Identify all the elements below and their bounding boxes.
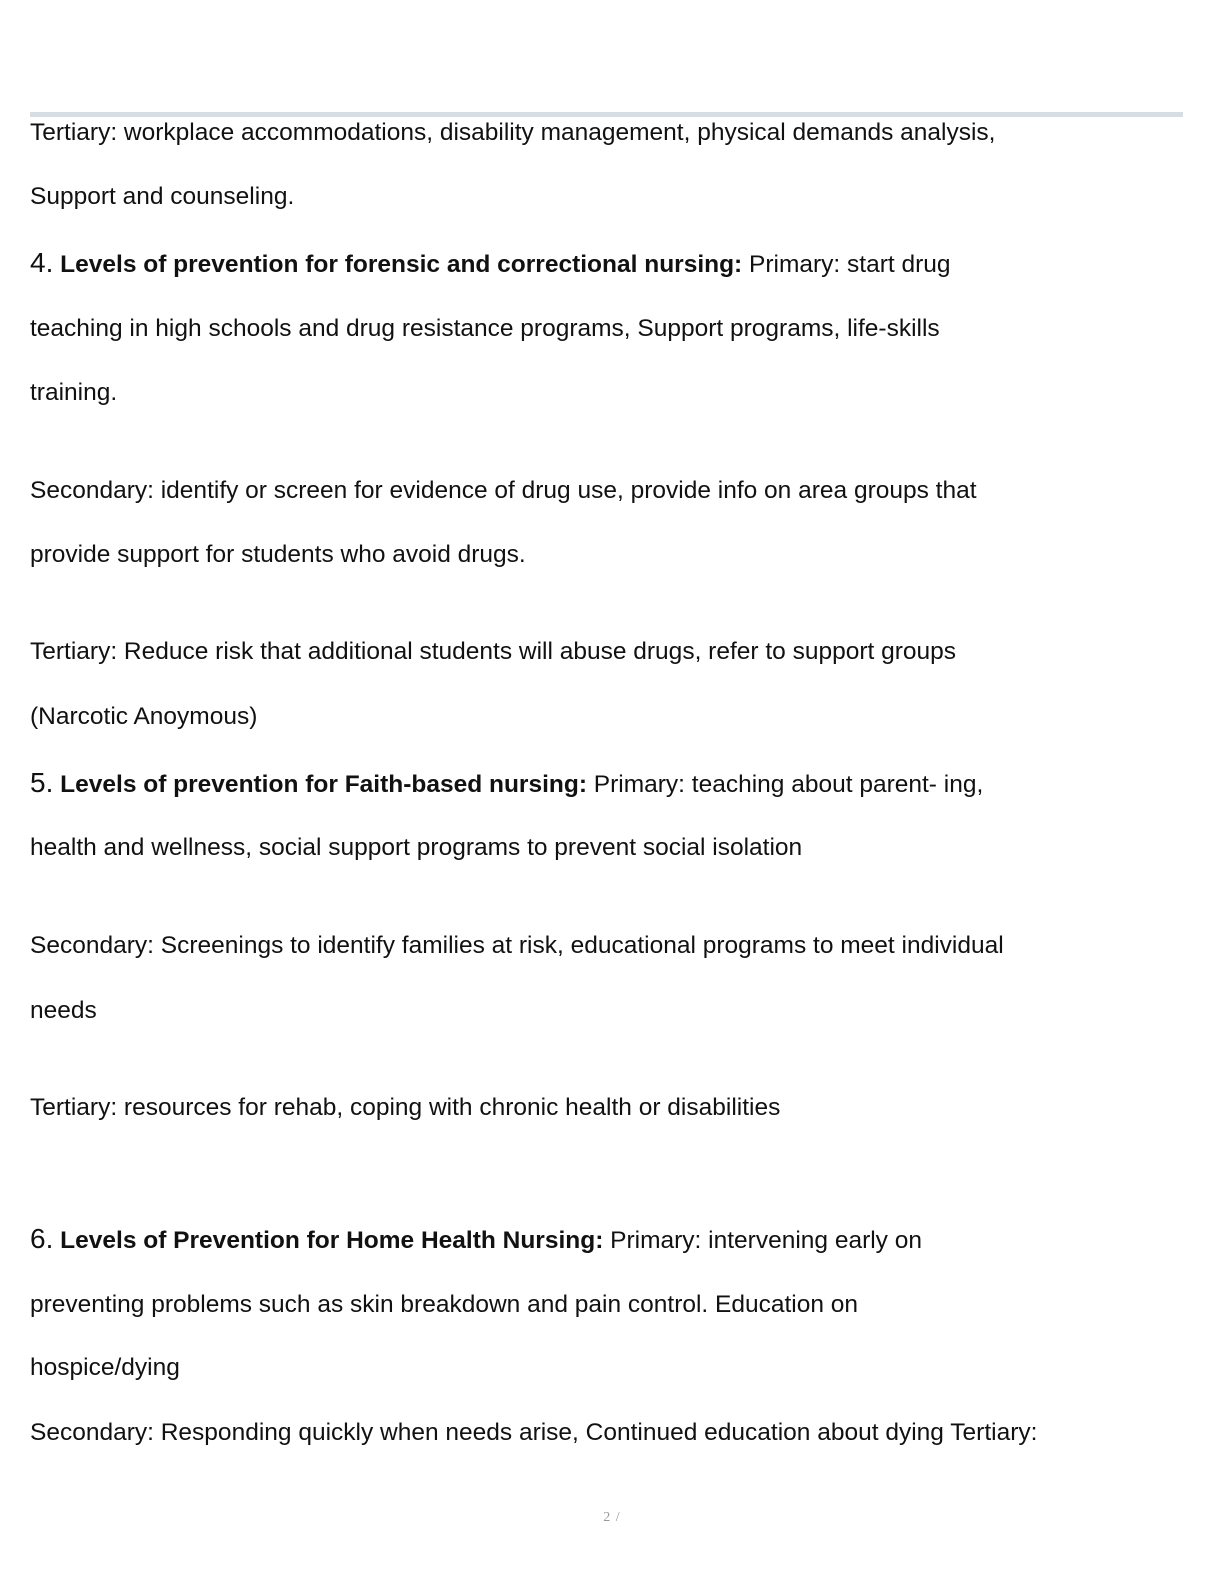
text-line: Secondary: Responding quickly when needs arise, Continued education about dying Tertiary:	[30, 1419, 1038, 1446]
section-6-heading-line	[30, 1224, 922, 1256]
text-line: hospice/dying	[30, 1354, 180, 1381]
text-line: teaching in high schools and drug resistance programs, Support programs, life-skills	[30, 315, 940, 342]
text-line: preventing problems such as skin breakdown and pain control. Education on	[30, 1291, 859, 1318]
section-number: 6.	[30, 1223, 54, 1254]
text-line: health and wellness, social support programs to prevent social isolation	[30, 834, 803, 861]
section-heading: Levels of prevention for Faith-based nursing:	[60, 771, 587, 798]
section-5-heading-line	[30, 768, 983, 800]
section-intro-text: Primary: intervening early on	[603, 1227, 922, 1254]
text-line: training.	[30, 379, 118, 406]
text-line: Tertiary: workplace accommodations, disability management, physical demands analysis,	[30, 119, 996, 146]
page-number: 2 /	[603, 1510, 621, 1525]
section-heading: Levels of prevention for forensic and correctional nursing:	[60, 251, 743, 278]
text-line: Secondary: identify or screen for evidence of drug use, provide info on area groups that	[30, 477, 977, 504]
section-intro-text: Primary: teaching about parent- ing,	[586, 771, 984, 798]
section-intro-text: Primary: start drug	[742, 251, 951, 278]
text-line: Support and counseling.	[30, 183, 295, 210]
section-4-heading-line	[30, 248, 951, 280]
section-number: 5.	[30, 767, 54, 798]
section-number: 4.	[30, 247, 54, 278]
header-divider	[30, 112, 1183, 117]
text-line: (Narcotic Anoymous)	[30, 703, 258, 730]
text-line: Tertiary: Reduce risk that additional students will abuse drugs, refer to support groups	[30, 638, 957, 665]
text-line: needs	[30, 997, 97, 1024]
text-line: provide support for students who avoid drugs.	[30, 541, 526, 568]
section-heading: Levels of Prevention for Home Health Nursing:	[60, 1227, 604, 1254]
text-line: Secondary: Screenings to identify families at risk, educational programs to meet individual	[30, 932, 1004, 959]
text-line: Tertiary: resources for rehab, coping with chronic health or disabilities	[30, 1094, 781, 1121]
